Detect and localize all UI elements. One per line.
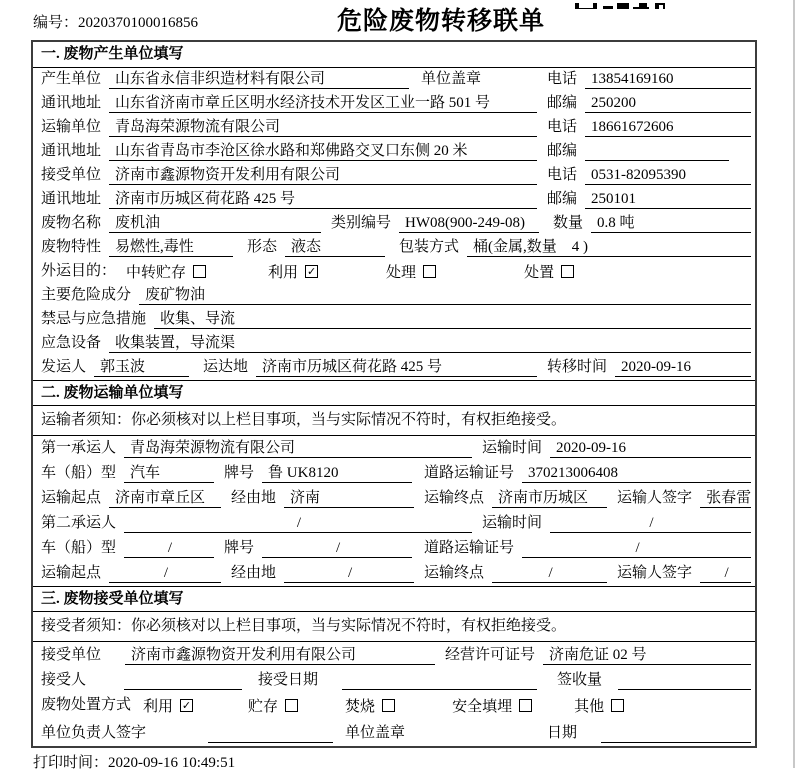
transfer-time-value: 2020-09-16 (615, 358, 751, 377)
purpose-option-transfer-storage (126, 262, 206, 281)
leader-sign-value-blank (208, 724, 333, 743)
serial-label: 编号： (33, 15, 79, 31)
origin-value: / (109, 564, 221, 583)
option-label: 焚烧 (345, 699, 376, 715)
acceptor-value-blank (124, 671, 242, 690)
carrier1-label: 第一承运人 (41, 440, 117, 456)
address-value: 济南市历城区荷花路 425 号 (109, 190, 537, 209)
zip-label: 邮编 (547, 143, 578, 159)
transporter-sign-label: 运输人签字 (617, 565, 693, 581)
option-label: 利用 (143, 699, 174, 715)
road-permit-value: / (522, 539, 751, 558)
purpose-option-dispose (524, 262, 574, 281)
hazard-label: 主要危险成分 (41, 287, 132, 303)
table-row-waste-traits (33, 236, 755, 260)
vehicle-type-value: 汽车 (124, 464, 214, 483)
endpoint-label: 运输终点 (424, 565, 485, 581)
phone-value: 13854169160 (585, 70, 751, 89)
traits-label: 废物特性 (41, 239, 102, 255)
table-row-hazard-component (33, 284, 755, 308)
phone-label: 电话 (547, 71, 578, 87)
via-value: / (284, 564, 414, 583)
receiver-unit-value: 济南市鑫源物资开发利用有限公司 (109, 166, 537, 185)
disposal-option-store (248, 696, 298, 715)
section2-heading: 二. 废物运输单位填写 (33, 380, 755, 406)
serial-number: 2020370100016856 (78, 15, 199, 31)
destination-value: 济南市历城区荷花路 425 号 (256, 358, 537, 377)
producer-value: 山东省永信非织造材料有限公司 (109, 70, 409, 89)
license-value: 济南危证 02 号 (543, 646, 751, 665)
option-label: 处理 (386, 265, 417, 281)
unit-seal-label: 单位盖章 (421, 71, 482, 87)
via-label: 经由地 (231, 490, 277, 506)
carrier2-label: 第二承运人 (41, 515, 117, 531)
option-label: 安全填埋 (452, 699, 513, 715)
transport-time-label: 运输时间 (482, 515, 543, 531)
traits-value: 易燃性,毒性 (109, 238, 233, 257)
road-permit-value: 370213006408 (522, 464, 751, 483)
date-value-blank (601, 724, 751, 743)
accept-date-label: 接受日期 (258, 672, 319, 688)
address-label: 通讯地址 (41, 143, 102, 159)
table-row-receiver-address (33, 188, 755, 212)
checkbox-unchecked-icon (611, 699, 624, 712)
category-value: HW08(900-249-08) (399, 214, 539, 233)
qr-code-fragment (575, 0, 667, 9)
plate-value: / (262, 539, 412, 558)
address-value: 山东省济南市章丘区明水经济技术开发区工业一路 501 号 (109, 94, 537, 113)
transporter-sign-label: 运输人签字 (617, 490, 693, 506)
waste-name-value: 废机油 (109, 214, 321, 233)
accepting-unit-value: 济南市鑫源物资开发利用有限公司 (125, 646, 435, 665)
transport-time-value: / (550, 514, 751, 533)
road-permit-label: 道路运输证号 (424, 465, 515, 481)
transporter-label: 运输单位 (41, 119, 102, 135)
quantity-label: 数量 (553, 215, 584, 231)
table-row-transporter-address (33, 140, 755, 164)
transport-time-value: 2020-09-16 (550, 439, 751, 458)
table-row-vehicle2 (33, 536, 755, 561)
address-label: 通讯地址 (41, 191, 102, 207)
zip-value: 250101 (585, 190, 751, 209)
disposal-option-incinerate (345, 696, 395, 715)
checkbox-unchecked-icon (561, 265, 574, 278)
table-row-producer (33, 68, 755, 92)
disposal-option-other (574, 696, 624, 715)
signed-qty-label: 签收量 (557, 672, 603, 688)
table-row-accepting-unit (33, 642, 755, 668)
vehicle-type-value: / (124, 539, 214, 558)
section2-notice: 运输者须知：你必须核对以上栏目事项，当与实际情况不符时，有权拒绝接受。 (33, 406, 755, 436)
checkbox-unchecked-icon (193, 265, 206, 278)
page-right-edge (793, 0, 795, 768)
emergency-label: 禁忌与应急措施 (41, 311, 147, 327)
address-value: 山东省青岛市李沧区徐水路和郑佛路交叉口东侧 20 米 (109, 142, 537, 161)
zip-value-blank (585, 142, 729, 161)
endpoint-value: 济南市历城区 (492, 489, 607, 508)
receiver-unit-label: 接受单位 (41, 167, 102, 183)
acceptor-label: 接受人 (41, 672, 87, 688)
carrier1-value: 青岛海荣源物流有限公司 (124, 439, 472, 458)
checkbox-unchecked-icon (423, 265, 436, 278)
emergency-value: 收集、导流 (154, 310, 751, 329)
table-row-purpose (33, 260, 755, 284)
via-value: 济南 (284, 489, 414, 508)
table-row-carrier2 (33, 511, 755, 536)
via-label: 经由地 (231, 565, 277, 581)
phone-value: 18661672606 (585, 118, 751, 137)
checkbox-unchecked-icon (285, 699, 298, 712)
table-row-route1 (33, 486, 755, 511)
phone-label: 电话 (547, 119, 578, 135)
checkbox-unchecked-icon (382, 699, 395, 712)
purpose-label: 外运目的： (41, 263, 117, 279)
disposal-option-utilize (143, 696, 193, 715)
section1-heading: 一. 废物产生单位填写 (33, 42, 755, 68)
endpoint-value: / (492, 564, 607, 583)
print-time-label: 打印时间： (33, 755, 109, 771)
checkbox-checked-icon: ✓ (306, 265, 317, 278)
zip-value: 250200 (585, 94, 751, 113)
option-label: 其他 (574, 699, 605, 715)
option-label: 处置 (524, 265, 555, 281)
purpose-option-utilize (268, 262, 318, 281)
hazard-value: 废矿物油 (139, 286, 751, 305)
print-time-line (33, 751, 235, 772)
table-row-receiver (33, 164, 755, 188)
disposal-option-landfill (452, 696, 532, 715)
table-row-producer-address (33, 92, 755, 116)
license-label: 经营许可证号 (445, 647, 536, 663)
date-label: 日期 (547, 725, 578, 741)
transporter-sign-value: 张春雷 (700, 489, 751, 508)
leader-sign-label: 单位负责人签字 (41, 725, 147, 741)
packing-value: 桶(金属,数量 4 ) (467, 238, 751, 257)
road-permit-label: 道路运输证号 (424, 540, 515, 556)
shipper-value: 郭玉波 (94, 358, 189, 377)
print-time-value: 2020-09-16 10:49:51 (108, 755, 236, 771)
option-label: 中转贮存 (126, 265, 187, 281)
table-row-disposal-method (33, 693, 755, 718)
transport-time-label: 运输时间 (482, 440, 543, 456)
carrier2-value: / (124, 514, 472, 533)
plate-value: 鲁 UK8120 (262, 464, 412, 483)
zip-label: 邮编 (547, 95, 578, 111)
phone-value: 0531-82095390 (585, 166, 751, 185)
table-row-leader-signature (33, 718, 755, 746)
origin-value: 济南市章丘区 (109, 489, 221, 508)
transfer-time-label: 转移时间 (547, 359, 608, 375)
table-row-shipper (33, 356, 755, 380)
option-label: 利用 (268, 265, 299, 281)
table-row-transporter (33, 116, 755, 140)
purpose-option-treat (386, 262, 436, 281)
form-label: 形态 (247, 239, 278, 255)
origin-label: 运输起点 (41, 565, 102, 581)
page-title: 危险废物转移联单 (336, 8, 545, 35)
destination-label: 运达地 (203, 359, 249, 375)
section3-notice: 接受者须知：你必须核对以上栏目事项，当与实际情况不符时，有权拒绝接受。 (33, 612, 755, 642)
address-label: 通讯地址 (41, 95, 102, 111)
unit-seal-label: 单位盖章 (345, 725, 406, 741)
producer-label: 产生单位 (41, 71, 102, 87)
accept-date-value-blank (342, 671, 537, 690)
accepting-unit-label: 接受单位 (41, 647, 102, 663)
option-label: 贮存 (248, 699, 279, 715)
table-row-carrier1 (33, 436, 755, 461)
transporter-value: 青岛海荣源物流有限公司 (109, 118, 537, 137)
packing-label: 包装方式 (399, 239, 460, 255)
disposal-method-label: 废物处置方式 (41, 697, 132, 713)
zip-label: 邮编 (547, 191, 578, 207)
shipper-label: 发运人 (41, 359, 87, 375)
document-header (0, 0, 796, 40)
table-row-waste-name (33, 212, 755, 236)
checkbox-unchecked-icon (519, 699, 532, 712)
equipment-value: 收集装置，导流渠 (109, 334, 751, 353)
table-row-acceptor (33, 668, 755, 693)
table-row-route2 (33, 561, 755, 586)
form-value: 液态 (285, 238, 385, 257)
category-label: 类别编号 (331, 215, 392, 231)
section3-heading: 三. 废物接受单位填写 (33, 586, 755, 612)
table-row-emergency-equipment (33, 332, 755, 356)
vehicle-type-label: 车（船）型 (41, 540, 117, 556)
waste-name-label: 废物名称 (41, 215, 102, 231)
equipment-label: 应急设备 (41, 335, 102, 351)
transporter-sign-value: / (700, 564, 751, 583)
transfer-manifest-form (31, 40, 757, 748)
table-row-emergency-measures (33, 308, 755, 332)
checkbox-checked-icon: ✓ (181, 699, 192, 712)
table-row-vehicle1 (33, 461, 755, 486)
quantity-value: 0.8 吨 (591, 214, 751, 233)
origin-label: 运输起点 (41, 490, 102, 506)
plate-label: 牌号 (224, 465, 255, 481)
plate-label: 牌号 (224, 540, 255, 556)
phone-label: 电话 (547, 167, 578, 183)
signed-qty-value-blank (618, 671, 751, 690)
vehicle-type-label: 车（船）型 (41, 465, 117, 481)
endpoint-label: 运输终点 (424, 490, 485, 506)
